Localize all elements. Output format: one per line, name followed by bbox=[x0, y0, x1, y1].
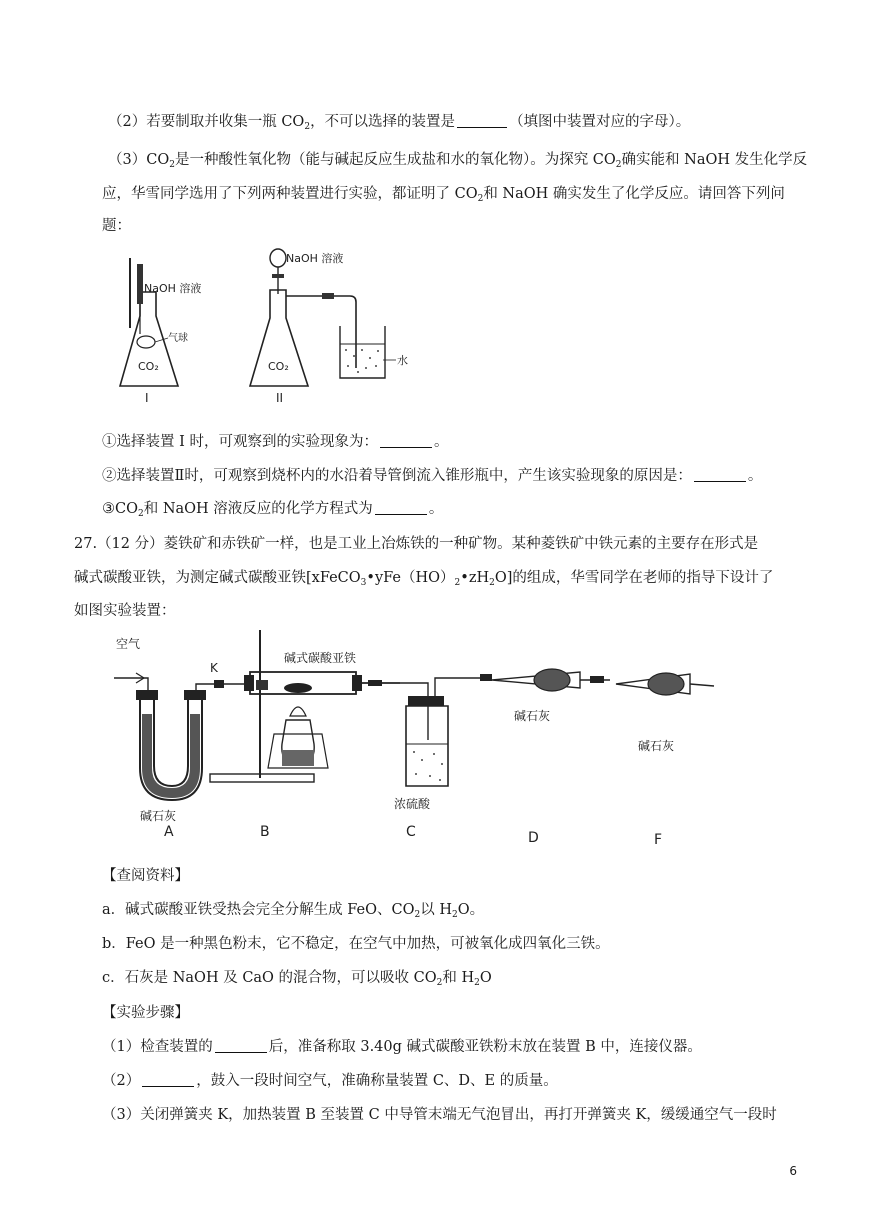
label-d: D bbox=[528, 830, 539, 846]
step-1 bbox=[102, 1037, 702, 1057]
step-3 bbox=[102, 1105, 777, 1125]
q3-line-3 bbox=[102, 216, 131, 236]
q27-sub-1: 3 bbox=[360, 578, 367, 588]
q27-line-1 bbox=[74, 534, 758, 554]
q3-text: （3）CO bbox=[108, 152, 170, 168]
app2-reagent-label: NaOH 溶液 bbox=[286, 252, 344, 265]
q27-line-3 bbox=[74, 601, 176, 621]
q27-line-2 bbox=[74, 568, 773, 593]
step-1-end: 后，准备称取 3.40g 碱式碳酸亚铁粉末放在装置 B 中，连接仪器。 bbox=[268, 1039, 702, 1055]
app1-label: I bbox=[145, 391, 149, 405]
q27-text-c: •zH bbox=[460, 570, 490, 586]
ref-a-mid: 以 H bbox=[420, 902, 452, 918]
subq-1 bbox=[102, 432, 448, 452]
answer-blank[interactable] bbox=[457, 113, 507, 128]
balloon bbox=[137, 336, 155, 348]
app2-gas-label: CO₂ bbox=[268, 360, 289, 373]
stand-base bbox=[210, 774, 314, 782]
subq-3-sub: 2 bbox=[137, 509, 144, 519]
ref-a bbox=[102, 900, 484, 925]
label-c: C bbox=[406, 824, 416, 840]
rubber-bulb bbox=[137, 264, 143, 304]
ref-a-sub2: 2 bbox=[451, 910, 458, 920]
q3-text-2: 是一种酸性氧化物（能与碱起反应生成盐和水的氧化物）。为探究 CO bbox=[174, 152, 616, 168]
q3-line-1 bbox=[108, 150, 807, 175]
subq-3-text: 和 NaOH 溶液反应的化学方程式为 bbox=[143, 501, 373, 517]
q3-sub-2: 2 bbox=[615, 160, 622, 170]
label-b: B bbox=[260, 824, 270, 840]
spring-clamp-k bbox=[214, 680, 224, 688]
ref-a-end: O。 bbox=[457, 902, 485, 918]
q27-line1-text: 27.（12 分）菱铁矿和赤铁矿一样，也是工业上冶炼铁的一种矿物。某种菱铁矿中铁元素的主要存在形式是 bbox=[74, 536, 759, 552]
soda-lime-a-label: 碱石灰 bbox=[140, 809, 177, 823]
subq-3-end: 。 bbox=[428, 501, 444, 517]
q3-text-3: 确实能和 NaOH 发生化学反 bbox=[621, 152, 808, 168]
flame bbox=[290, 707, 306, 716]
ref-c-sub: 2 bbox=[436, 978, 443, 988]
step-2-pre: （2） bbox=[102, 1073, 141, 1089]
answer-blank-2[interactable] bbox=[694, 467, 746, 482]
subq-1-text: ①选择装置 I 时，可观察到的实验现象为： bbox=[102, 434, 378, 450]
separatory-funnel bbox=[270, 249, 286, 267]
drying-tube-e bbox=[616, 673, 714, 695]
q3-line-2 bbox=[102, 184, 785, 209]
app2-label: II bbox=[276, 391, 284, 405]
step-2 bbox=[102, 1071, 558, 1091]
q2-suffix: （填图中装置对应的字母）。 bbox=[509, 114, 691, 130]
q27-text-a: 碱式碳酸亚铁，为测定碱式碳酸亚铁[xFeCO bbox=[74, 570, 361, 586]
ref-b-text: b．FeO 是一种黑色粉末，它不稳定，在空气中加热，可被氧化成四氧化三铁。 bbox=[102, 936, 610, 952]
ref-c-end: O bbox=[479, 970, 492, 986]
wash-bottle-c bbox=[400, 678, 480, 786]
q27-text-b: •yFe（HO） bbox=[366, 570, 455, 586]
step-1-pre: （1）检查装置的 bbox=[102, 1039, 213, 1055]
apparatus-2 bbox=[250, 249, 408, 405]
answer-blank-1[interactable] bbox=[380, 433, 432, 448]
subq-2 bbox=[102, 466, 762, 486]
subq-2-end: 。 bbox=[747, 468, 763, 484]
delivery-tube bbox=[286, 296, 356, 368]
refs-heading bbox=[102, 866, 189, 886]
q3-sub: 2 bbox=[169, 160, 175, 170]
clamp-b bbox=[256, 680, 268, 690]
steps-heading bbox=[102, 1003, 189, 1023]
ref-b bbox=[102, 934, 610, 954]
answer-blank-step2[interactable] bbox=[142, 1072, 194, 1087]
beaker bbox=[340, 326, 385, 378]
q27-sub-3: 2 bbox=[489, 578, 495, 588]
app1-balloon-label: 气球 bbox=[168, 333, 188, 344]
q2-line bbox=[108, 112, 690, 137]
label-a: A bbox=[164, 824, 174, 840]
q2-text: （2）若要制取并收集一瓶 CO bbox=[108, 114, 305, 130]
soda-lime-d-label: 碱石灰 bbox=[514, 709, 551, 723]
q3-line2-sub: 2 bbox=[477, 194, 484, 204]
label-f: F bbox=[654, 832, 663, 848]
q2-sub: 2 bbox=[304, 122, 311, 132]
app2-water-label: 水 bbox=[397, 354, 408, 367]
soda-lime-e-label: 碱石灰 bbox=[638, 739, 675, 753]
drying-tube-d bbox=[480, 669, 610, 691]
soda-lime-d-bulb bbox=[534, 669, 570, 691]
sample-label: 碱式碳酸亚铁 bbox=[284, 651, 357, 665]
iron-carbonate-apparatus-figure bbox=[110, 628, 730, 850]
q27-sub-2: 2 bbox=[454, 578, 461, 588]
step-3-text: （3）关闭弹簧夹 K，加热装置 B 至装置 C 中导管末端无气泡冒出，再打开弹簧夹 K，缓缓通空气一段时 bbox=[102, 1107, 777, 1123]
sample-powder bbox=[284, 683, 312, 693]
ref-c-sub2: 2 bbox=[474, 978, 480, 988]
ref-c-mid: 和 H bbox=[442, 970, 475, 986]
subq-3-prefix: ③CO bbox=[102, 501, 138, 517]
stopcock bbox=[272, 274, 284, 278]
page-number: 6 bbox=[789, 1164, 797, 1178]
answer-blank-step1[interactable] bbox=[215, 1038, 267, 1053]
subq-2-text: ②选择装置Ⅱ时，可观察到烧杯内的水沿着导管倒流入锥形瓶中，产生该实验现象的原因是： bbox=[102, 468, 692, 484]
clamp bbox=[322, 293, 334, 299]
q3-line2-end: 和 NaOH 确实发生了化学反应。请回答下列问 bbox=[483, 186, 785, 202]
refs-heading-text: 【查阅资料】 bbox=[102, 868, 189, 884]
q3-line3-text: 题： bbox=[102, 218, 131, 234]
conc-sulfuric-acid-label: 浓硫酸 bbox=[394, 797, 431, 811]
co2-naoh-apparatus-figure bbox=[100, 238, 430, 408]
ref-c-text: c．石灰是 NaOH 及 CaO 的混合物，可以吸收 CO bbox=[102, 970, 437, 986]
subq-1-end: 。 bbox=[433, 434, 449, 450]
ref-c bbox=[102, 968, 492, 993]
step-2-end: ，鼓入一段时间空气，准确称量装置 C、D、E 的质量。 bbox=[196, 1073, 558, 1089]
subq-3 bbox=[102, 499, 443, 524]
app1-reagent-label: NaOH 溶液 bbox=[144, 282, 202, 295]
ref-a-sub: 2 bbox=[414, 910, 421, 920]
q3-line2-text: 应，华雪同学选用了下列两种装置进行实验，都证明了 CO bbox=[102, 186, 478, 202]
apparatus-1 bbox=[120, 258, 201, 405]
clamp-k-label: K bbox=[210, 661, 218, 675]
app1-gas-label: CO₂ bbox=[138, 360, 159, 373]
ref-a-text: a．碱式碳酸亚铁受热会完全分解生成 FeO、CO bbox=[102, 902, 415, 918]
air-label: 空气 bbox=[116, 637, 141, 651]
answer-blank-3[interactable] bbox=[375, 500, 427, 515]
q2-text-mid: ，不可以选择的装置是 bbox=[310, 114, 456, 130]
soda-lime-e-bulb bbox=[648, 673, 684, 695]
steps-heading-text: 【实验步骤】 bbox=[102, 1005, 189, 1021]
q27-line3-text: 如图实验装置： bbox=[74, 603, 176, 619]
q27-text-d: O]的组成，华雪同学在老师的指导下设计了 bbox=[494, 570, 774, 586]
